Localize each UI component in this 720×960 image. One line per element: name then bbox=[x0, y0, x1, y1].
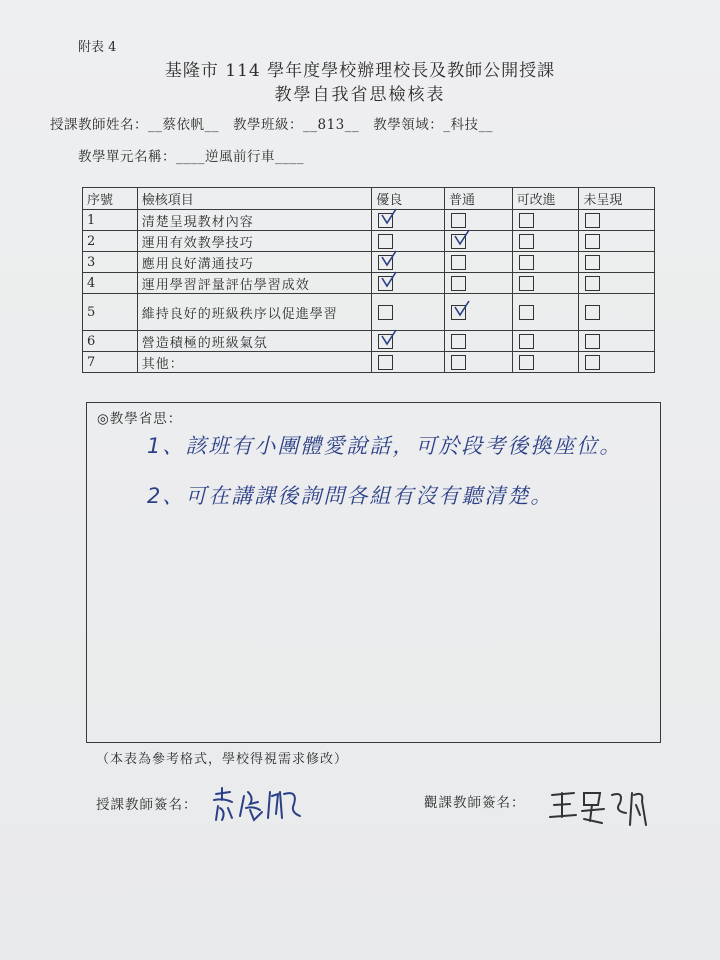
checked-checkbox[interactable] bbox=[378, 334, 393, 349]
table-row bbox=[83, 294, 655, 331]
table-header-row bbox=[83, 188, 655, 210]
row-item: 維持良好的班級秩序以促進學習 bbox=[137, 294, 372, 331]
rating-cell-not-shown bbox=[579, 273, 655, 294]
checkbox[interactable] bbox=[519, 334, 534, 349]
checkbox[interactable] bbox=[519, 276, 534, 291]
rating-cell-excellent bbox=[372, 273, 445, 294]
rating-cell-improvable bbox=[512, 231, 579, 252]
row-number: 7 bbox=[83, 352, 138, 373]
checkbox[interactable] bbox=[451, 276, 466, 291]
table-row bbox=[83, 331, 655, 352]
teacher-name-field: 授課教師姓名：__蔡依帆__ bbox=[50, 117, 219, 133]
row-number: 2 bbox=[83, 231, 138, 252]
checkbox[interactable] bbox=[585, 334, 600, 349]
checkbox[interactable] bbox=[378, 234, 393, 249]
rating-cell-average bbox=[444, 331, 512, 352]
checkbox[interactable] bbox=[519, 213, 534, 228]
row-number: 4 bbox=[83, 273, 138, 294]
checkbox[interactable] bbox=[585, 355, 600, 370]
checkbox[interactable] bbox=[451, 334, 466, 349]
checkbox[interactable] bbox=[585, 213, 600, 228]
row-item: 運用有效教學技巧 bbox=[137, 231, 372, 252]
checkbox[interactable] bbox=[378, 305, 393, 320]
header-average: 普通 bbox=[444, 188, 512, 210]
row-item: 清楚呈現教材內容 bbox=[137, 210, 372, 231]
header-item: 檢核項目 bbox=[137, 188, 372, 210]
row-number: 5 bbox=[83, 294, 138, 331]
rating-cell-improvable bbox=[512, 294, 579, 331]
checkbox[interactable] bbox=[519, 305, 534, 320]
checked-checkbox[interactable] bbox=[451, 234, 466, 249]
checkbox[interactable] bbox=[378, 355, 393, 370]
row-item: 運用學習評量評估學習成效 bbox=[137, 273, 372, 294]
checkbox[interactable] bbox=[519, 355, 534, 370]
rating-cell-excellent bbox=[372, 331, 445, 352]
checked-checkbox[interactable] bbox=[451, 305, 466, 320]
rating-cell-excellent bbox=[372, 252, 445, 273]
form-title-line1: 基隆市 114 學年度學校辦理校長及教師公開授課 bbox=[164, 61, 556, 81]
checkbox[interactable] bbox=[451, 213, 466, 228]
rating-cell-not-shown bbox=[579, 352, 655, 373]
rating-cell-improvable bbox=[512, 210, 579, 231]
checkbox[interactable] bbox=[451, 255, 466, 270]
rating-cell-excellent bbox=[372, 352, 445, 373]
checkbox[interactable] bbox=[519, 255, 534, 270]
row-item: 應用良好溝通技巧 bbox=[137, 252, 372, 273]
domain-field: 教學領域：_科技__ bbox=[373, 117, 494, 133]
teacher-signature-label: 授課教師簽名： bbox=[96, 797, 198, 813]
rating-cell-average bbox=[444, 352, 512, 373]
rating-cell-average bbox=[444, 294, 512, 331]
rating-cell-excellent bbox=[372, 210, 445, 231]
row-item: 其他： bbox=[137, 352, 372, 373]
form-title-line2: 教學自我省思檢核表 bbox=[274, 85, 446, 105]
reflection-label: ◎教學省思： bbox=[97, 411, 183, 427]
rating-cell-excellent bbox=[372, 231, 445, 252]
reflection-line-1: 1、該班有小團體愛說話，可於段考後換座位。 bbox=[147, 434, 623, 458]
rating-cell-improvable bbox=[512, 352, 579, 373]
reflection-line-2: 2、可在講課後詢問各組有沒有聽清楚。 bbox=[147, 484, 554, 508]
rating-cell-average bbox=[444, 252, 512, 273]
row-item: 營造積極的班級氣氛 bbox=[137, 331, 372, 352]
checked-checkbox[interactable] bbox=[378, 276, 393, 291]
rating-cell-improvable bbox=[512, 252, 579, 273]
row-number: 6 bbox=[83, 331, 138, 352]
format-note: （本表為參考格式，學校得視需求修改） bbox=[96, 752, 349, 767]
header-excellent: 優良 bbox=[372, 188, 445, 210]
checked-checkbox[interactable] bbox=[378, 213, 393, 228]
header-no: 序號 bbox=[83, 188, 138, 210]
rating-cell-excellent bbox=[372, 294, 445, 331]
unit-field: 教學單元名稱：____逆風前行車____ bbox=[78, 149, 304, 165]
rating-cell-average bbox=[444, 231, 512, 252]
rating-cell-improvable bbox=[512, 273, 579, 294]
teacher-signature bbox=[210, 786, 320, 830]
table-row bbox=[83, 352, 655, 373]
header-improvable: 可改進 bbox=[512, 188, 579, 210]
checkbox[interactable] bbox=[519, 234, 534, 249]
table-row bbox=[83, 252, 655, 273]
checklist-table bbox=[82, 187, 655, 373]
rating-cell-average bbox=[444, 273, 512, 294]
rating-cell-not-shown bbox=[579, 252, 655, 273]
rating-cell-not-shown bbox=[579, 231, 655, 252]
reflection-box bbox=[86, 402, 661, 743]
table-row bbox=[83, 210, 655, 231]
table-row bbox=[83, 273, 655, 294]
rating-cell-not-shown bbox=[579, 294, 655, 331]
header-not-shown: 未呈現 bbox=[579, 188, 655, 210]
rating-cell-improvable bbox=[512, 331, 579, 352]
rating-cell-average bbox=[444, 210, 512, 231]
checked-checkbox[interactable] bbox=[378, 255, 393, 270]
rating-cell-not-shown bbox=[579, 331, 655, 352]
checkbox[interactable] bbox=[585, 276, 600, 291]
row-number: 1 bbox=[83, 210, 138, 231]
row-number: 3 bbox=[83, 252, 138, 273]
info-row bbox=[50, 113, 493, 133]
table-row bbox=[83, 231, 655, 252]
checkbox[interactable] bbox=[585, 255, 600, 270]
rating-cell-not-shown bbox=[579, 210, 655, 231]
checkbox[interactable] bbox=[451, 355, 466, 370]
annex-label: 附表 4 bbox=[78, 40, 117, 55]
checkbox[interactable] bbox=[585, 305, 600, 320]
class-field: 教學班級：__813__ bbox=[233, 117, 360, 133]
observer-signature-label: 觀課教師簽名： bbox=[424, 795, 526, 811]
checkbox[interactable] bbox=[585, 234, 600, 249]
observer-signature bbox=[548, 785, 658, 837]
